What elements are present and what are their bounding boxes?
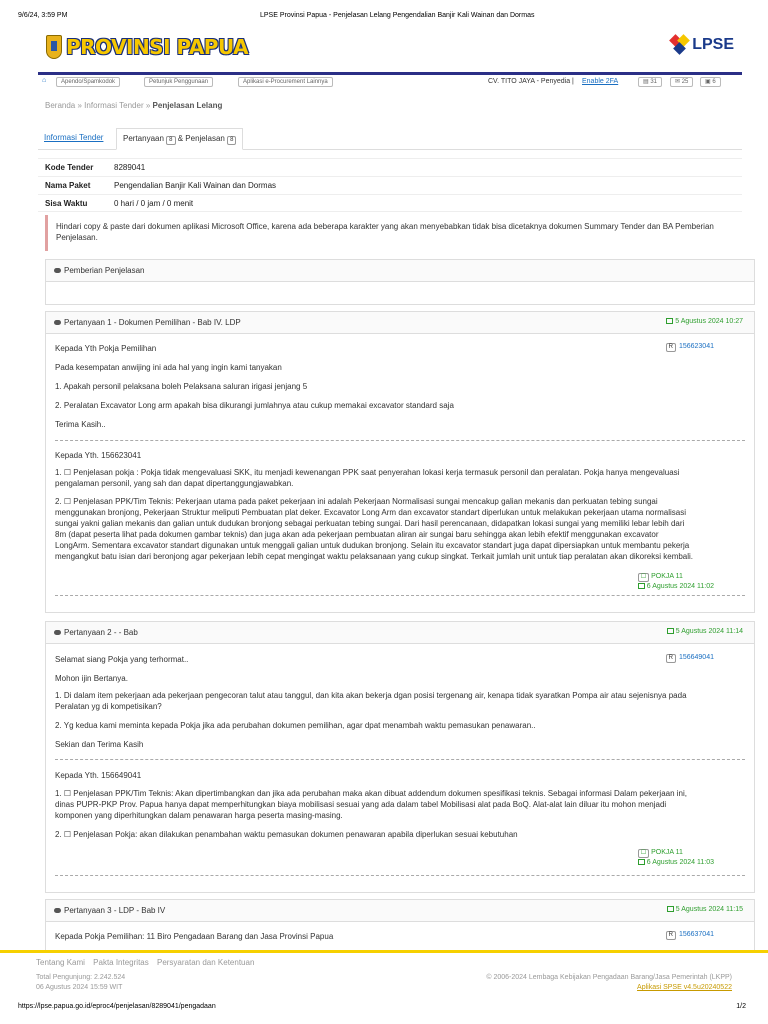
- papua-shield-icon: [46, 35, 62, 59]
- question-date: 5 Agustus 2024 11:14: [675, 628, 743, 635]
- breadcrumb: Beranda » Informasi Tender » Penjelasan Lelang: [45, 101, 223, 110]
- notif-count[interactable]: ▣ 6: [700, 77, 721, 87]
- inbox-icon: ▤: [643, 79, 651, 85]
- brand-title: PROVINSI PAPUA: [66, 35, 249, 59]
- answer-author: ☐ POKJA 11 6 Agustus 2024 11:03: [638, 848, 714, 868]
- enable-2fa-link[interactable]: Enable 2FA: [582, 78, 619, 85]
- nav-petunjuk[interactable]: Petunjuk Penggunaan: [144, 77, 213, 87]
- doc-icon: ▣: [705, 79, 713, 85]
- calendar-icon: [638, 583, 645, 589]
- calendar-icon: [638, 859, 645, 865]
- answer-author: ☐ POKJA 11 6 Agustus 2024 11:02: [638, 572, 714, 592]
- home-icon[interactable]: ⌂: [42, 77, 47, 84]
- user-name: CV. TITO JAYA - Penyedia |: [488, 78, 574, 85]
- requester-tag: R 156623041: [666, 343, 714, 352]
- footer-link-persyaratan[interactable]: Persyaratan dan Ketentuan: [156, 958, 255, 967]
- nav-apendo[interactable]: Apendo/Spamkodok: [56, 77, 120, 87]
- pemberian-penjelasan-panel: [45, 259, 755, 305]
- app-version-link[interactable]: Aplikasi SPSE v4.5u20240522: [637, 984, 732, 991]
- answer-text: 1. ☐ Penjelasan pokja : Pokja tidak mengevaluasi SKK, itu menjadi kewenangan PPK saat penyerahan lokasi kerja termasuk personil dan peralatan. Pokja hanya mengevaluasi pengalaman personil, yang sah dan dapat dipertanggungjawabkan.: [55, 468, 680, 488]
- mail-count[interactable]: ✉ 25: [670, 77, 693, 87]
- breadcrumb-tender[interactable]: Informasi Tender: [84, 101, 144, 110]
- inbox-count[interactable]: ▤ 31: [638, 77, 662, 87]
- site-footer: [0, 950, 768, 1000]
- user-icon: ☐: [638, 573, 649, 582]
- question-title: Pertanyaan 3 - LDP - Bab IV: [64, 906, 166, 915]
- answer-recipient: Kepada Yth. 156623041: [55, 451, 142, 460]
- info-row-paket: Nama Paket Pengendalian Banjir Kali Wainan dan Dormas: [38, 176, 742, 194]
- visitor-count: Total Pengunjung: 2.242.524: [36, 974, 126, 981]
- print-url: https://lpse.papua.go.id/eproc4/penjelasan/8289041/pengadaan: [18, 1003, 216, 1010]
- lpse-logo[interactable]: [670, 34, 734, 56]
- answer-text: 2. ☐ Penjelasan Pokja: akan dilakukan penambahan waktu pemasukan dokumen penawaran apabila diperlukan sesuai kebutuhan: [55, 830, 518, 839]
- tab-informasi-tender[interactable]: Informasi Tender: [44, 133, 104, 142]
- footer-link-pakta[interactable]: Pakta Integritas: [93, 958, 149, 967]
- info-row-waktu: Sisa Waktu 0 hari / 0 jam / 0 menit: [38, 194, 742, 212]
- breadcrumb-current: Penjelasan Lelang: [152, 101, 223, 110]
- breadcrumb-home[interactable]: Beranda: [45, 101, 76, 110]
- footer-link-tentang[interactable]: Tentang Kami: [36, 958, 85, 967]
- answer-recipient: Kepada Yth. 156649041: [55, 771, 142, 780]
- question-date: 5 Agustus 2024 10:27: [675, 318, 743, 325]
- question-title: Pertanyaan 2 - - Bab: [64, 628, 138, 637]
- print-page: 1/2: [736, 1003, 746, 1010]
- site-banner: [38, 30, 742, 72]
- lpse-hex-icon: [670, 34, 690, 56]
- answer-text: 1. ☐ Penjelasan PPK/Tim Teknis: Akan dipertimbangkan dan jika ada perubahan maka akan dibuat addendum dokumen spesifikasi teknis. Sebagai informasi Dalam pekerjaan ini, dinas PUPR-PKP Prov. Papua hanya dapat memperhitungkan biaya mobilisasi sesuai yang ada dalam tabel Mobilisasi alat pada BoQ. Alat-alat lain diluar itu mohon menjadi komponen yang diperhitungkan dalam penawaran harga peserta masing-masing.: [55, 789, 687, 820]
- print-datetime: 9/6/24, 3:59 PM: [18, 12, 68, 19]
- chat-icon: [54, 320, 61, 325]
- question-panel-1: Pertanyaan 1 - Dokumen Pemilihan - Bab IV. LDP 5 Agustus 2024 10:27 R 156623041 Kepada Yth Pokja Pemilihan Pada kesempatan anwijing ini ada hal yang ingin kami tanyakan 1. Apakah personil pelaksana boleh Pelaksana saluran irigasi jenjang 5 2. Peralatan Excavator Long arm apakah bisa dikurangi jumlahnya atau cukup memakai excavator standard saja Terima Kasih.. Kepada Yth. 156623041 1. ☐ Penjelasan pokja : Pokja tidak mengevaluasi SKK, itu menjadi kewenangan PPK saat penyerahan lokasi kerja termasuk personil dan peralatan. Pokja hanya mengevaluasi pengalaman personil, yang sah dan dapat dipertanggungjawabkan. 2. ☐ Penjelasan PPK/Tim Teknis: Pekerjaan utama pada paket pekerjaan ini adalah Pekerjaan Normalisasi sungai mencakup galian mekanis dan perkuatan tebing sungai menggunakan bronjong, Pekerjaan Struktur meliputi Pembuatan plat deker. Excavator Long Arm dan excavator standart diperlukan untuk melakukan pekerjaan utama normalisasi sungai yakni galian mekanis dan galian untuk dudukan bronjong sebagai perkuatan tebing sungai. Dari hasil perencanaan, didapatkan lokasi sungai yang memiliki lebar lebih dari 8m (dapat peserta lihat pada dokumen gambar teknis) dan juga akan ada pekerjaan pembuatan aliran air sungai baru sehingga akan lebih efektif menggunakan excavator LongArm. Sementara excavator standart digunakan untuk menggali galian untuk dudukan bronjong. Selain itu excavator standart juga dapat dipersiapkan untuk membantu pekerja mengangkut batu isian dari beronjong agar pekerjaan lebih cepat mengingat waktu pelaksanaan yang cukup singkat. Terkait jumlah unit untuk tiap peralatan akan dikoreksi kembali. ☐ POKJA 11 6 Agustus 2024 11:02: [45, 311, 755, 613]
- chat-icon: [54, 268, 61, 273]
- provinsi-logo[interactable]: [46, 35, 248, 59]
- copy-paste-warning: Hindari copy & paste dari dokumen aplikasi Microsoft Office, karena ada beberapa karakter yang akan menyebabkan tidak bisa dicetaknya dokumen Summary Tender dan BA Pemberian Penjelasan.: [45, 215, 755, 251]
- calendar-icon: [667, 628, 674, 634]
- copyright: © 2006-2024 Lembaga Kebijakan Pengadaan Barang/Jasa Pemerintah (LKPP): [486, 974, 732, 981]
- panel-title: Pemberian Penjelasan: [64, 266, 145, 275]
- chat-icon: [54, 908, 61, 913]
- tab-bar: [38, 128, 742, 150]
- mail-icon: ✉: [675, 79, 682, 85]
- nav-aplikasi-lain[interactable]: Aplikasi e-Procurement Lainnya: [238, 77, 333, 87]
- question-panel-2: Pertanyaan 2 - - Bab 5 Agustus 2024 11:14 R 156649041 Selamat siang Pokja yang terhormat.. Mohon ijin Bertanya. 1. Di dalam item pekerjaan ada pekerjaan pengecoran talut atau tanggul, dan kita akan bekerja dgan posisi tergenang air, kenapa tidak syaratkan Pompa air atau sejenisnya pada Peralatan yg di kompetisikan? 2. Yg kedua kami meminta kepada Pokja jika ada perubahan dokumen pemilihan, agar dpat menambah waktu pemasukan penawaran.. Sekian dan Terima Kasih Kepada Yth. 156649041 1. ☐ Penjelasan PPK/Tim Teknis: Akan dipertimbangkan dan jika ada perubahan maka akan dibuat addendum dokumen spesifikasi teknis. Sebagai informasi Dalam pekerjaan ini, dinas PUPR-PKP Prov. Papua hanya dapat memperhitungkan biaya mobilisasi sesuai yang ada dalam tabel Mobilisasi alat pada BoQ. Alat-alat lain diluar itu mohon menjadi komponen yang diperhitungkan dalam penawaran harga peserta masing-masing. 2. ☐ Penjelasan Pokja: akan dilakukan penambahan waktu pemasukan dokumen penawaran apabila diperlukan sesuai kebutuhan ☐ POKJA 11 6 Agustus 2024 11:03: [45, 621, 755, 893]
- footer-timestamp: 06 Agustus 2024 15:59 WIT: [36, 984, 123, 991]
- question-date: 5 Agustus 2024 11:15: [675, 906, 743, 913]
- calendar-icon: [666, 318, 673, 324]
- print-title: LPSE Provinsi Papua - Penjelasan Lelang Pengendalian Banjir Kali Wainan dan Dormas: [260, 12, 535, 19]
- answer-text: 2. ☐ Penjelasan PPK/Tim Teknis: Pekerjaan utama pada paket pekerjaan ini adalah Pekerjaan Normalisasi sungai mencakup galian mekanis dan perkuatan tebing sungai menggunakan bronjong, Pekerjaan Struktur meliputi Pembuatan plat deker. Excavator Long Arm dan excavator standart diperlukan untuk melakukan pekerjaan utama normalisasi sungai yakni galian mekanis dan galian untuk dudukan bronjong sebagai perkuatan tebing sungai. Dari hasil perencanaan, didapatkan lokasi sungai yang memiliki lebar lebih dari 8m (dapat peserta lihat pada dokumen gambar teknis) dan juga akan ada pekerjaan pembuatan aliran air sungai baru sehingga akan lebih efektif menggunakan excavator LongArm. Sementara excavator standart digunakan untuk menggali galian untuk dudukan bronjong. Selain itu excavator standart juga dapat dipersiapkan untuk membantu pekerja mengangkut batu isian dari beronjong agar pekerjaan lebih cepat mengingat waktu pelaksanaan yang cukup singkat. Terkait jumlah unit untuk tiap peralatan akan dikoreksi kembali.: [55, 497, 694, 561]
- calendar-icon: [667, 906, 674, 912]
- question-title: Pertanyaan 1 - Dokumen Pemilihan - Bab IV. LDP: [64, 318, 241, 327]
- top-navbar: [38, 72, 742, 90]
- chat-icon: [54, 630, 61, 635]
- lpse-text: LPSE: [692, 36, 734, 53]
- user-icon: ☐: [638, 849, 649, 858]
- requester-tag: R 156637041: [666, 931, 714, 940]
- tab-pertanyaan-penjelasan[interactable]: Pertanyaan 8 & Penjelasan 8: [116, 128, 243, 150]
- info-row-kode: Kode Tender 8289041: [38, 158, 742, 176]
- question-panel-3: Pertanyaan 3 - LDP - Bab IV 5 Agustus 2024 11:15 R 156637041 Kepada Pokja Pemilihan: 11 Biro Pengadaan Barang dan Jasa Provinsi Papua: [45, 899, 755, 951]
- requester-tag: R 156649041: [666, 654, 714, 663]
